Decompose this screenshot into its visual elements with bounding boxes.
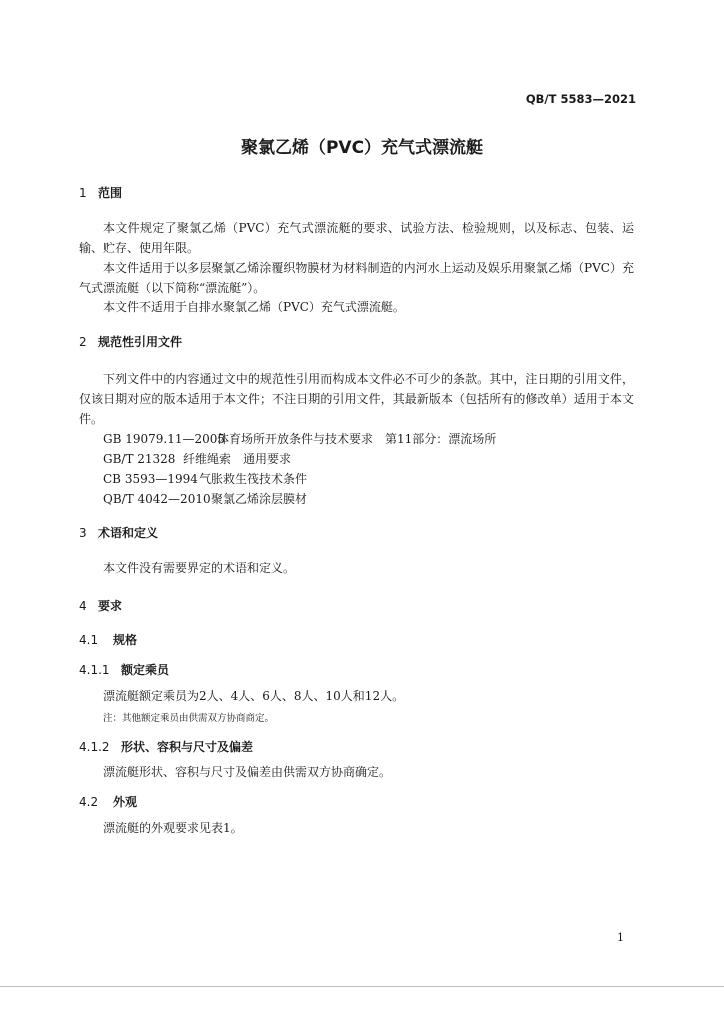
bottom-divider [0,986,724,987]
reference-item [103,489,307,509]
reference-title: 气胀救生筏技术条件 [199,472,308,486]
shape-volume-paragraph: 漂流艇形状、容积与尺寸及偏差由供需双方协商确定。 [103,765,392,779]
section-title: 术语和定义 [98,526,159,540]
section-title: 额定乘员 [121,663,170,677]
rated-crew-note: 注：其他额定乘员由供需双方协商商定。 [103,713,275,724]
section-title: 范围 [98,186,123,200]
section-number: 1 [79,186,87,200]
reference-code: GB 19079.11—2005 [103,432,226,446]
reference-title: 纤维绳索 通用要求 [183,452,292,466]
reference-code: GB/T 21328 [103,452,176,466]
reference-item [103,469,307,489]
section-title: 外观 [113,795,138,809]
section-title: 规范性引用文件 [98,335,183,349]
reference-code: CB 3593—1994 [103,472,198,486]
section-number: 3 [79,526,87,540]
page-number: 1 [617,931,624,944]
section-number: 4.1.2 [79,740,110,754]
document-title: 聚氯乙烯（PVC）充气式漂流艇 [240,138,484,158]
reference-item [103,429,496,449]
section-4-heading [79,597,122,614]
section-number: 4.1.1 [79,663,110,677]
section-4-2-heading [79,793,137,810]
section-title: 形状、容积与尺寸及偏差 [121,740,254,754]
section-4-1-2-heading [79,738,253,755]
scope-paragraph-2: 本文件适用于以多层聚氯乙烯涂覆织物膜材为材料制造的内河水上运动及娱乐用聚氯乙烯（PVC）充气式漂流艇（以下简称“漂流艇”）。 [79,261,634,295]
scope-paragraph-1: 本文件规定了聚氯乙烯（PVC）充气式漂流艇的要求、试验方法、检验规则，以及标志、包装、运输、贮存、使用年限。 [79,221,634,255]
section-title: 要求 [98,599,123,613]
section-number: 4 [79,599,87,613]
section-number: 4.2 [79,795,99,809]
section-3-heading [79,524,158,541]
section-number: 2 [79,335,87,349]
section-4-1-heading [79,631,137,648]
section-2-heading [79,333,182,350]
section-title: 规格 [113,633,138,647]
section-number: 4.1 [79,633,99,647]
normative-references-intro: 下列文件中的内容通过文中的规范性引用而构成本文件必不可少的条款。其中，注日期的引用文件，仅该日期对应的版本适用于本文件；不注日期的引用文件，其最新版本（包括所有的修改单）适用于本文件。 [79,372,634,426]
reference-title: 聚氯乙烯涂层膜材 [211,492,308,506]
appearance-paragraph: 漂流艇的外观要求见表1。 [103,821,243,835]
scope-paragraph-3: 本文件不适用于自排水聚氯乙烯（PVC）充气式漂流艇。 [103,300,405,314]
rated-crew-paragraph: 漂流艇额定乘员为2人、4人、6人、8人、10人和12人。 [103,689,405,703]
reference-title: 体育场所开放条件与技术要求 第11部分：漂流场所 [217,432,497,446]
section-4-1-1-heading [79,661,169,678]
section-1-heading [79,184,122,201]
reference-item [103,449,291,469]
standard-code: QB/T 5583—2021 [525,92,636,106]
reference-code: QB/T 4042—2010 [103,492,211,506]
terms-paragraph: 本文件没有需要界定的术语和定义。 [103,561,296,575]
